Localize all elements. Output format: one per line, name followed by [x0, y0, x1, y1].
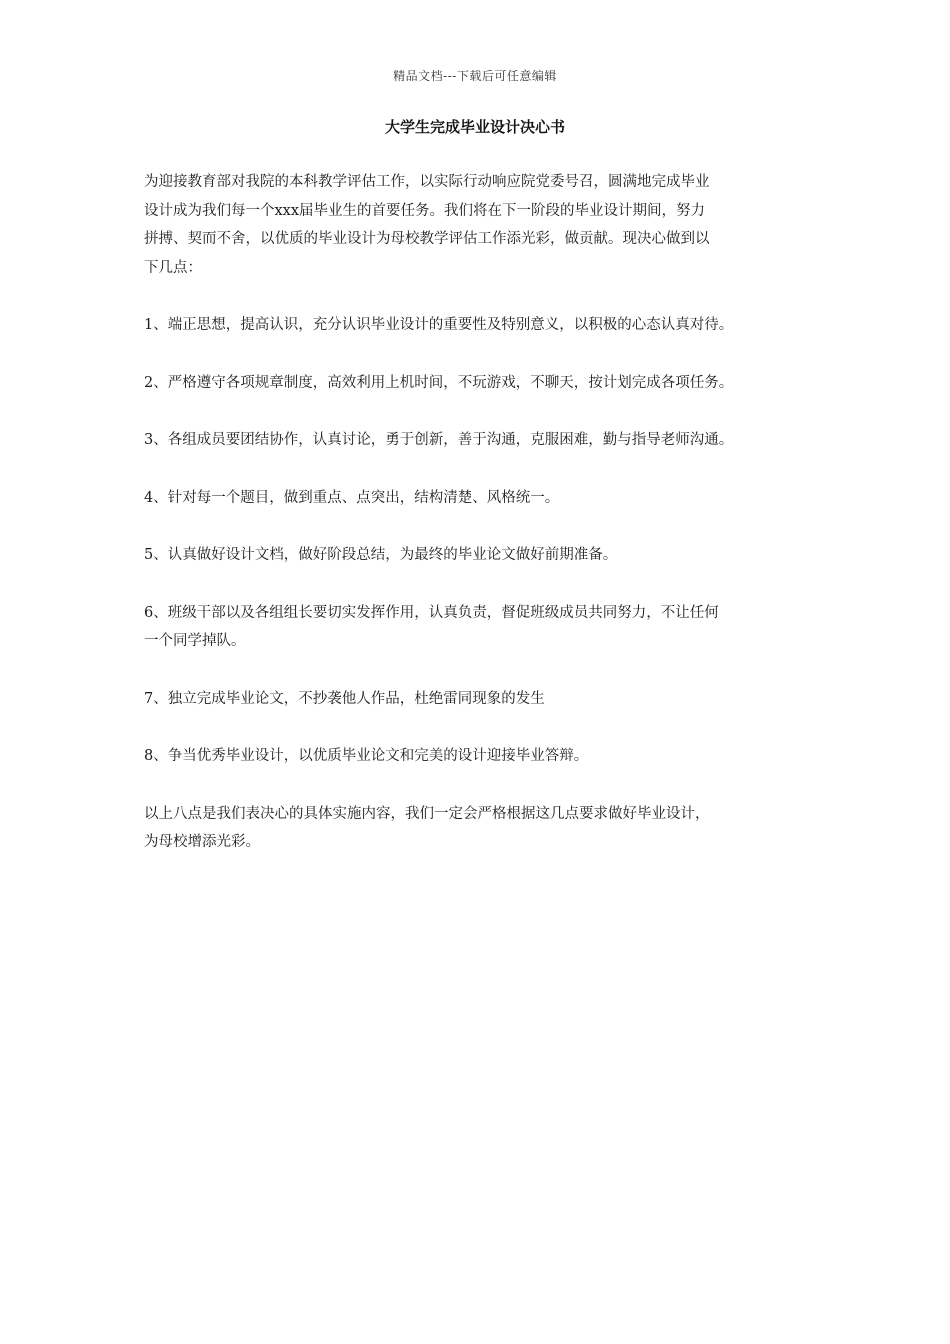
header-note: 精品文档---下载后可任意编辑 [393, 69, 557, 83]
list-item [144, 742, 824, 771]
list-item [144, 369, 824, 398]
intro-paragraph [144, 168, 804, 282]
list-item-text: 4、针对每一个题目，做到重点、点突出，结构清楚、风格统一。 [144, 489, 560, 506]
list-item-text: 2、严格遵守各项规章制度，高效利用上机时间，不玩游戏，不聊天，按计划完成各项任务。 [144, 374, 734, 391]
list-item [144, 685, 824, 714]
intro-line: 拼搏、契而不舍，以优质的毕业设计为母校教学评估工作添光彩，做贡献。现决心做到以 [144, 231, 710, 247]
intro-line: 为迎接教育部对我院的本科教学评估工作，以实际行动响应院党委号召，圆满地完成毕业 [144, 174, 710, 190]
list-item [144, 426, 824, 455]
list-item [144, 541, 824, 570]
list-item [144, 599, 824, 656]
list-item-text: 一个同学掉队。 [144, 633, 246, 649]
list-item-text: 6、班级干部以及各组组长要切实发挥作用，认真负责，督促班级成员共同努力，不让任何 [144, 604, 719, 621]
intro-line: 下几点： [144, 259, 202, 276]
intro-line: 设计成为我们每一个xxx届毕业生的首要任务。我们将在下一阶段的毕业设计期间，努力 [144, 202, 706, 219]
closing-line: 以上八点是我们表决心的具体实施内容，我们一定会严格根据这几点要求做好毕业设计， [144, 805, 710, 822]
list-item-text: 8、争当优秀毕业设计，以优质毕业论文和完美的设计迎接毕业答辩。 [144, 748, 589, 764]
closing-paragraph [144, 800, 824, 857]
closing-line: 为母校增添光彩。 [144, 834, 260, 850]
list-item-text: 7、独立完成毕业论文，不抄袭他人作品，杜绝雷同现象的发生 [144, 690, 545, 707]
list-item [144, 311, 824, 340]
list-item-text: 1、端正思想，提高认识，充分认识毕业设计的重要性及特别意义，以积极的心态认真对待。 [144, 317, 734, 333]
document-body [144, 168, 824, 886]
list-item [144, 484, 824, 513]
list-item-text: 3、各组成员要团结协作，认真讨论，勇于创新，善于沟通，克服困难，勤与指导老师沟通。 [144, 432, 734, 448]
list-item-text: 5、认真做好设计文档，做好阶段总结，为最终的毕业论文做好前期准备。 [144, 547, 618, 563]
document-title: 大学生完成毕业设计决心书 [384, 118, 565, 136]
